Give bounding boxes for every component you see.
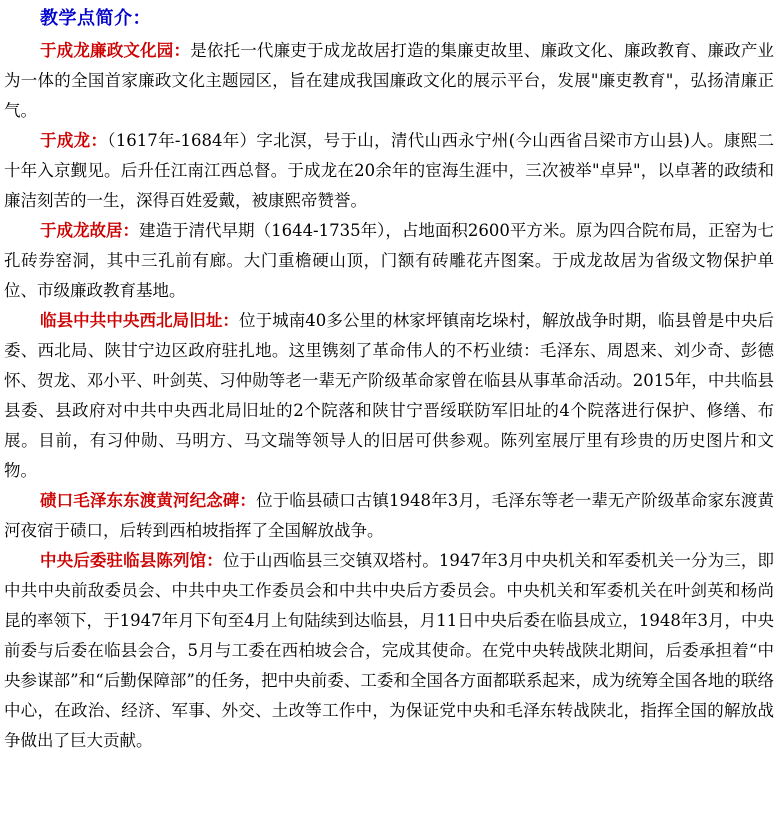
- term-label: 临县中共中央西北局旧址：: [40, 311, 239, 330]
- paragraph-text: 位于临县碛口古镇1948年3月，毛泽东等老一辈无产阶级革命家东渡黄河夜宿于碛口，后转到西柏坡指挥了全国解放战争。: [4, 491, 775, 540]
- paragraph-yuchenglong: [4, 126, 774, 216]
- term-label: 于成龙廉政文化园：: [40, 41, 191, 60]
- paragraph-former-residence: [4, 216, 774, 306]
- term-label: 于成龙：: [40, 131, 108, 150]
- paragraph-text: 位于山西临县三交镇双塔村。1947年3月中央机关和军委机关一分为三，即中共中央前敌委员会、中共中央工作委员会和中共中央后方委员会。中央机关和军委机关在叶剑英和杨尚昆的率领下，于1947年月下旬至4月上旬陆续到达临县，月11日中央后委在临县成立，1948年3月，中央前委与后委在临县会合，5月与工委在西柏坡会合，完成其使命。在党中央转战陕北期间，后委承担着“中央参谋部”和“后勤保障部”的任务，把中央前委、工委和全国各方面都联系起来，成为统筹全国各地的联络中心，在政治、经济、军事、外交、土改等工作中，为保证党中央和毛泽东转战陕北，指挥全国的解放战争做出了巨大贡献。: [4, 551, 774, 750]
- term-label: 中央后委驻临县陈列馆：: [40, 551, 223, 570]
- paragraph-text: 建造于清代早期（1644-1735年），占地面积2600平方米。原为四合院布局，正窑为七孔砖券窑洞，其中三孔前有廊。大门重檐硬山顶，门额有砖雕花卉图案。于成龙故居为省级文物保护单位、市级廉政教育基地。: [4, 221, 774, 300]
- section-heading: 教学点简介：: [40, 8, 151, 29]
- paragraph-northwest-bureau-site: [4, 306, 774, 486]
- paragraph-central-rear-committee-museum: [4, 546, 774, 756]
- paragraph-yuchenglong-park: [4, 36, 774, 126]
- paragraph-text: 位于城南40多公里的林家坪镇南圪垛村，解放战争时期，临县曾是中央后委、西北局、陕甘宁边区政府驻扎地。这里镌刻了革命伟人的不朽业绩：毛泽东、周恩来、刘少奇、彭德怀、贺龙、邓小平、叶剑英、习仲勋等老一辈无产阶级革命家曾在临县从事革命活动。2015年，中共临县县委、县政府对中共中央西北局旧址的2个院落和陕甘宁晋绥联防军旧址的4个院落进行保护、修缮、布展。目前，有习仲勋、马明方、马文瑞等领导人的旧居可供参观。陈列室展厅里有珍贵的历史图片和文物。: [4, 311, 775, 480]
- paragraph-yellow-river-monument: [4, 486, 774, 546]
- paragraph-text: 是依托一代廉吏于成龙故居打造的集廉吏故里、廉政文化、廉政教育、廉政产业为一体的全国首家廉政文化主题园区，旨在建成我国廉政文化的展示平台，发展"廉吏教育"，弘扬清廉正气。: [4, 41, 775, 120]
- term-label: 于成龙故居：: [40, 221, 140, 240]
- paragraph-text: （1617年-1684年）字北溟，号于山，清代山西永宁州(今山西省吕梁市方山县)人。康熙二十年入京觐见。后升任江南江西总督。于成龙在20余年的宦海生涯中，三次被举"卓异"，以卓著的政绩和廉洁刻苦的一生，深得百姓爱戴，被康熙帝赞誉。: [4, 131, 774, 210]
- term-label: 碛口毛泽东东渡黄河纪念碑：: [40, 491, 257, 510]
